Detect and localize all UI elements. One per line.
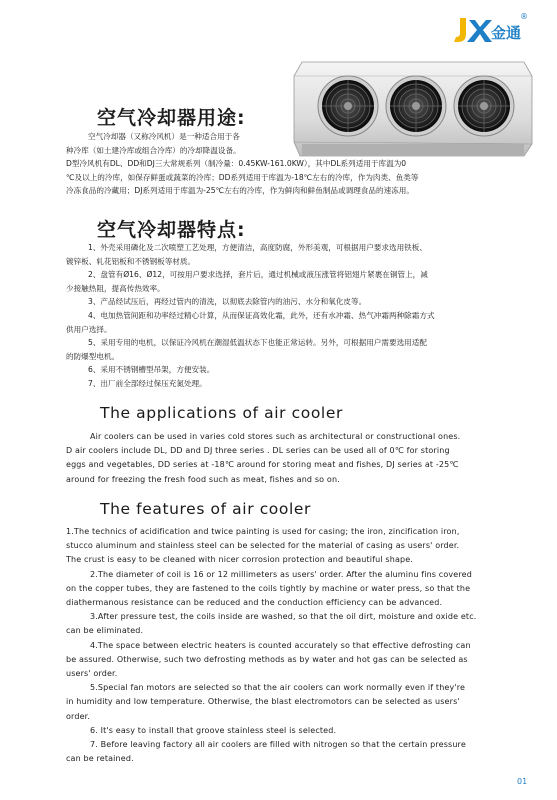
en-features-line: 1.The technics of acidification and twice painting is used for casing; the iron, zincification iron, xyxy=(66,527,460,536)
en-features-body xyxy=(66,525,526,766)
en-features-line: be assured. Otherwise, such two defrosting methods as by water and hot gas can be selected as xyxy=(66,654,468,664)
cn-features-line: 6、采用不锈钢槽型吊架，方便安装。 xyxy=(88,365,215,375)
cn-features-line: 4、电加热管间距和功率经过精心计算，从而保证高效化霜，此外，还有水冲霜、热气冲霜两种除霜方式 xyxy=(88,310,435,320)
en-features-line: 4.The space between electric heaters is counted accurately so that effective defrosting can xyxy=(90,640,471,650)
cn-features-line: 1、外壳采用磷化及二次喷塑工艺处理，方便清洁，高度防腐，外形美观，可根据用户要求选用铁板、 xyxy=(88,243,427,252)
en-features-line: 3.After pressure test, the coils inside are washed, so that the oil dirt, moisture and oxide etc. xyxy=(90,612,477,622)
en-applications-title: The applications of air cooler xyxy=(100,404,343,422)
en-features-line: 5.Special fan motors are selected so that the air coolers can work normally even if they're xyxy=(90,683,466,693)
en-features-line: diathermanous resistance can be reduced and the conduction efficiency can be advanced. xyxy=(66,598,443,608)
page-number: 01 xyxy=(517,777,528,786)
en-features-line: stucco aluminum and stainless steel can be selected for the material of casing as users' order. xyxy=(66,541,460,551)
cn-features-line: 3、产品经试压后，再经过管内的清洗，以彻底去除管内的油污、水分和氧化皮等。 xyxy=(88,297,367,307)
cn-features-line: 7、出厂前全部经过保压充氮处理。 xyxy=(88,378,207,388)
en-applications-line: eggs and vegetables, DD series at -18℃ around for storing meat and fishes, DJ series at -25℃ xyxy=(66,460,459,470)
en-features-line: in humidity and low temperature. Otherwise, the blast electromotors can be selected as users' xyxy=(66,697,460,707)
cn-usage-line: 冷冻食品的冷藏用；DJ系列适用于库温为-25℃左右的冷库，作为鲜肉和鲜鱼制品或调理食品的速冻用。 xyxy=(66,186,414,196)
en-features-line: can be retained. xyxy=(66,754,134,764)
en-features-title: The features of air cooler xyxy=(100,500,311,518)
cn-usage-body xyxy=(66,130,526,198)
cn-features-body xyxy=(66,241,526,391)
cn-features-line: 少接触热阻，提高传热效率。 xyxy=(66,283,165,293)
en-features-line: users' order. xyxy=(66,669,118,679)
cn-features-line: 5、采用专用的电机，以保证冷风机在潮湿低温状态下也能正常运转。另外，可根据用户需要选用适配 xyxy=(88,338,427,348)
en-features-line: 6. It's easy to install that groove stainless steel is selected. xyxy=(90,725,337,735)
en-applications-line: D air coolers include DL, DD and DJ three series . DL series can be used all of 0℃ for storing xyxy=(66,446,450,456)
en-applications-line: around for freezing the fresh food such as meat, fishes and so on. xyxy=(66,474,340,484)
en-applications-line: Air coolers can be used in varies cold stores such as architectural or constructional ones. xyxy=(90,432,461,441)
cn-features-title: 空气冷却器特点: xyxy=(97,219,246,241)
cn-usage-line: 种冷库（如土建冷库或组合冷库）的冷却降温设备。 xyxy=(66,145,241,155)
cn-features-line: 2、盘管有Ø16、Ø12，可按用户要求选择，套片后，通过机械或液压涨管将铝翅片紧裹在铜管上，减 xyxy=(88,270,428,280)
cn-usage-line: ℃及以上的冷库，如保存鲜蛋或蔬菜的冷库；DD系列适用于库温为-18℃左右的冷库，作为肉类、鱼类等 xyxy=(66,172,419,182)
en-features-line: on the copper tubes, they are fastened to the coils tightly by machine or water press, so that the xyxy=(66,583,471,593)
registered-mark: ® xyxy=(520,12,528,21)
cn-features-line: 供用户选择。 xyxy=(66,324,112,334)
cn-usage-line: D型冷风机有DL、DD和DJ三大常规系列（制冷量：0.45KW-161.0KW），其中DL系列适用于库温为0 xyxy=(66,159,407,169)
brand-name: 金通 xyxy=(491,24,522,42)
cn-usage-line: 空气冷却器（又称冷风机）是一种适合用于各 xyxy=(88,132,240,141)
cn-features-line: 镀锌板、轧花铝板和不锈钢板等材质。 xyxy=(66,256,196,266)
en-applications-body xyxy=(66,430,526,487)
cn-features-line: 的防爆型电机。 xyxy=(66,351,120,361)
en-features-line: can be eliminated. xyxy=(66,626,144,636)
en-features-line: order. xyxy=(66,711,91,721)
cn-usage-title: 空气冷却器用途: xyxy=(97,107,246,129)
en-features-line: The crust is easy to be cleaned with nicer corrosion protection and beautiful shape. xyxy=(66,555,413,565)
en-features-line: 2.The diameter of coil is 16 or 12 millimeters as users' order. After the aluminu fins covered xyxy=(90,569,472,579)
en-features-line: 7. Before leaving factory all air coolers are filled with nitrogen so that the certain pressure xyxy=(90,740,466,750)
